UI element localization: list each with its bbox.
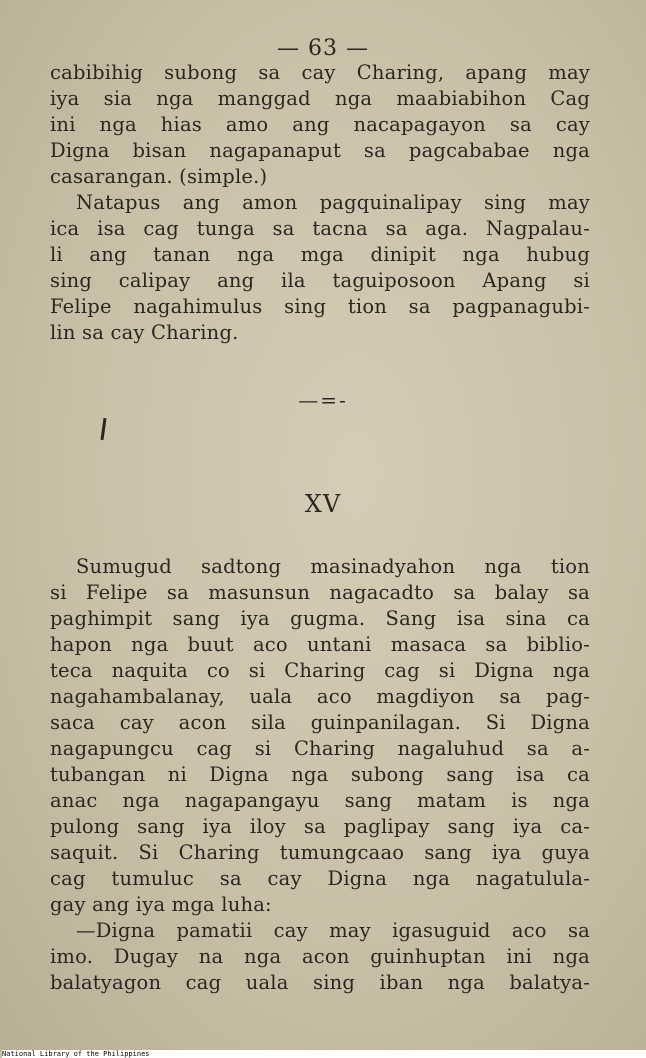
text-line: nagapungcu cag si Charing nagaluhud sa a- bbox=[50, 737, 590, 760]
text-line: li ang tanan nga mga dinipit nga hubug bbox=[50, 243, 590, 266]
text-line: hapon nga buut aco untani masaca sa biblio- bbox=[50, 633, 590, 656]
chapter-heading: XV bbox=[304, 490, 342, 518]
text-line: casarangan. (simple.) bbox=[50, 165, 268, 188]
text-line: Natapus ang amon pagquinalipay sing may bbox=[76, 191, 590, 214]
text-line: balatyagon cag uala sing iban nga balatya- bbox=[50, 971, 590, 994]
text-line: saca cay acon sila guinpanilagan. Si Digna bbox=[50, 711, 590, 734]
text-line: ica isa cag tunga sa tacna sa aga. Nagpalau- bbox=[50, 217, 590, 240]
text-line: Digna bisan nagapanaput sa pagcababae nga bbox=[50, 139, 590, 162]
text-line: paghimpit sang iya gugma. Sang isa sina ca bbox=[50, 607, 590, 630]
text-line: lin sa cay Charing. bbox=[50, 321, 239, 344]
text-line: si Felipe sa masunsun nagacadto sa balay sa bbox=[50, 581, 590, 604]
text-line: gay ang iya mga luha: bbox=[50, 893, 272, 916]
text-line: iya sia nga manggad nga maabiabihon Cag bbox=[50, 87, 590, 110]
text-line: saquit. Si Charing tumungcaao sang iya guya bbox=[50, 841, 590, 864]
text-line: imo. Dugay na nga acon guinhuptan ini nga bbox=[50, 945, 590, 968]
library-credit: National Library of the Philippines bbox=[2, 1050, 646, 1058]
page-number: — 63 — bbox=[277, 36, 369, 61]
text-line: Sumugud sadtong masinadyahon nga tion bbox=[76, 555, 590, 578]
paragraph-block-top bbox=[50, 60, 590, 346]
text-line: tubangan ni Digna nga subong sang isa ca bbox=[50, 763, 590, 786]
paragraph-block-bottom bbox=[50, 554, 590, 996]
text-line: sing calipay ang ila taguiposoon Apang si bbox=[50, 269, 590, 292]
text-line: nagahambalanay, uala aco magdiyon sa pag- bbox=[50, 685, 590, 708]
text-line: —Digna pamatii cay may igasuguid aco sa bbox=[76, 919, 590, 942]
text-line: cag tumuluc sa cay Digna nga nagatulula- bbox=[50, 867, 590, 890]
text-line: cabibihig subong sa cay Charing, apang may bbox=[50, 61, 590, 84]
section-separator: —=- bbox=[298, 388, 348, 412]
text-line: ini nga hias amo ang nacapagayon sa cay bbox=[50, 113, 590, 136]
text-line: Felipe nagahimulus sing tion sa pagpanagubi- bbox=[50, 295, 590, 318]
text-line: anac nga nagapangayu sang matam is nga bbox=[50, 789, 590, 812]
ink-mark bbox=[100, 418, 106, 440]
text-line: teca naquita co si Charing cag si Digna nga bbox=[50, 659, 590, 682]
text-line: pulong sang iya iloy sa paglipay sang iya ca- bbox=[50, 815, 590, 838]
